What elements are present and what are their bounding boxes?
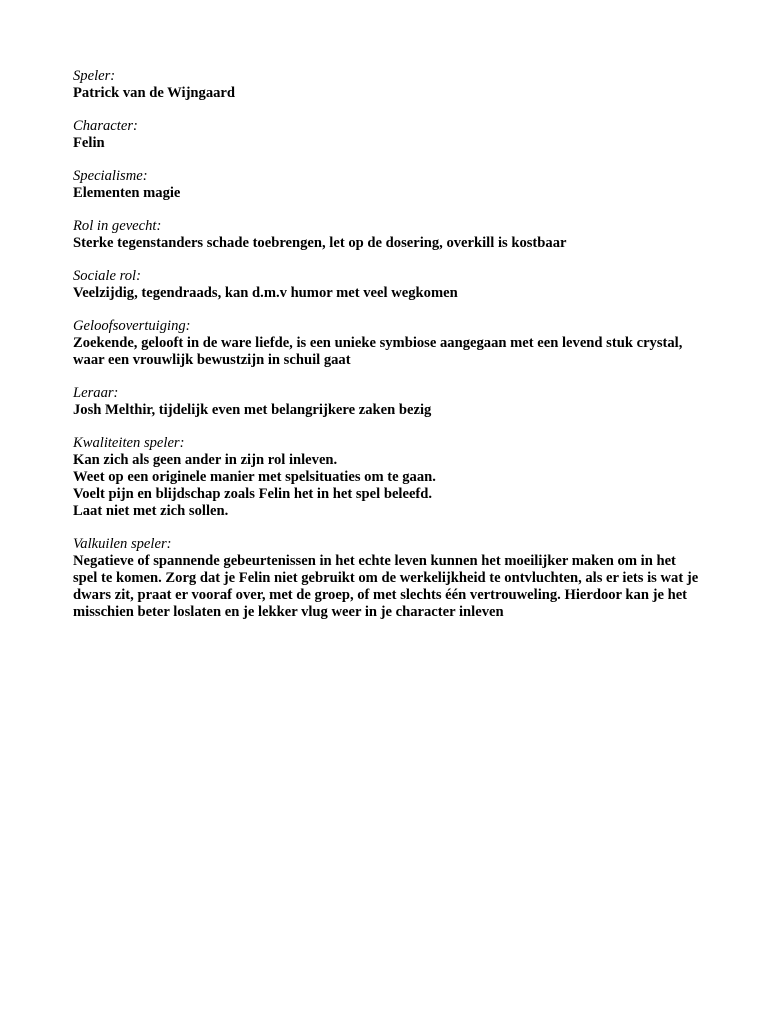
field-value: Josh Melthir, tijdelijk even met belangrijkere zaken bezig (73, 402, 432, 418)
field-value-line: Voelt pijn en blijdschap zoals Felin het in het spel beleefd. (73, 486, 433, 502)
field-character (73, 118, 703, 152)
field-label: Specialisme: (73, 168, 148, 184)
field-label: Geloofsovertuiging: (73, 318, 191, 334)
field-speler (73, 68, 703, 102)
field-leraar (73, 385, 703, 419)
field-value: Negatieve of spannende gebeurtenissen in het echte leven kunnen het moeilijker maken om in het spel te komen. Zorg dat je Felin niet gebruikt om de werkelijkheid te ontvluchten, als er iets is wat je dwars zit, praat er vooraf over, met de groep, of met slechts één vertrouweling. Hierdoor kan je het misschien beter loslaten en je lekker vlug weer in je character inleven (73, 553, 699, 620)
field-value: Zoekende, gelooft in de ware liefde, is een unieke symbiose aangegaan met een levend stuk crystal, waar een vrouwlijk bewustzijn in schuil gaat (73, 335, 683, 368)
field-label: Character: (73, 118, 138, 134)
document-page (73, 68, 703, 637)
field-label: Kwaliteiten speler: (73, 435, 185, 451)
field-value-line: Weet op een originele manier met spelsituaties om te gaan. (73, 469, 436, 485)
field-value: Patrick van de Wijngaard (73, 85, 236, 101)
field-sociale-rol (73, 268, 703, 302)
field-label: Rol in gevecht: (73, 218, 162, 234)
field-label: Sociale rol: (73, 268, 141, 284)
field-kwaliteiten-speler (73, 435, 703, 520)
field-value: Felin (73, 135, 105, 151)
field-label: Leraar: (73, 385, 119, 401)
field-rol-in-gevecht (73, 218, 703, 252)
field-valkuilen-speler (73, 536, 703, 621)
field-value: Veelzijdig, tegendraads, kan d.m.v humor met veel wegkomen (73, 285, 458, 301)
field-value-line: Kan zich als geen ander in zijn rol inleven. (73, 452, 338, 468)
field-geloofsovertuiging (73, 318, 703, 369)
field-label: Valkuilen speler: (73, 536, 172, 552)
field-value: Elementen magie (73, 185, 181, 201)
field-label: Speler: (73, 68, 116, 84)
field-value: Sterke tegenstanders schade toebrengen, let op de dosering, overkill is kostbaar (73, 235, 567, 251)
field-value-line: Laat niet met zich sollen. (73, 503, 229, 519)
field-specialisme (73, 168, 703, 202)
